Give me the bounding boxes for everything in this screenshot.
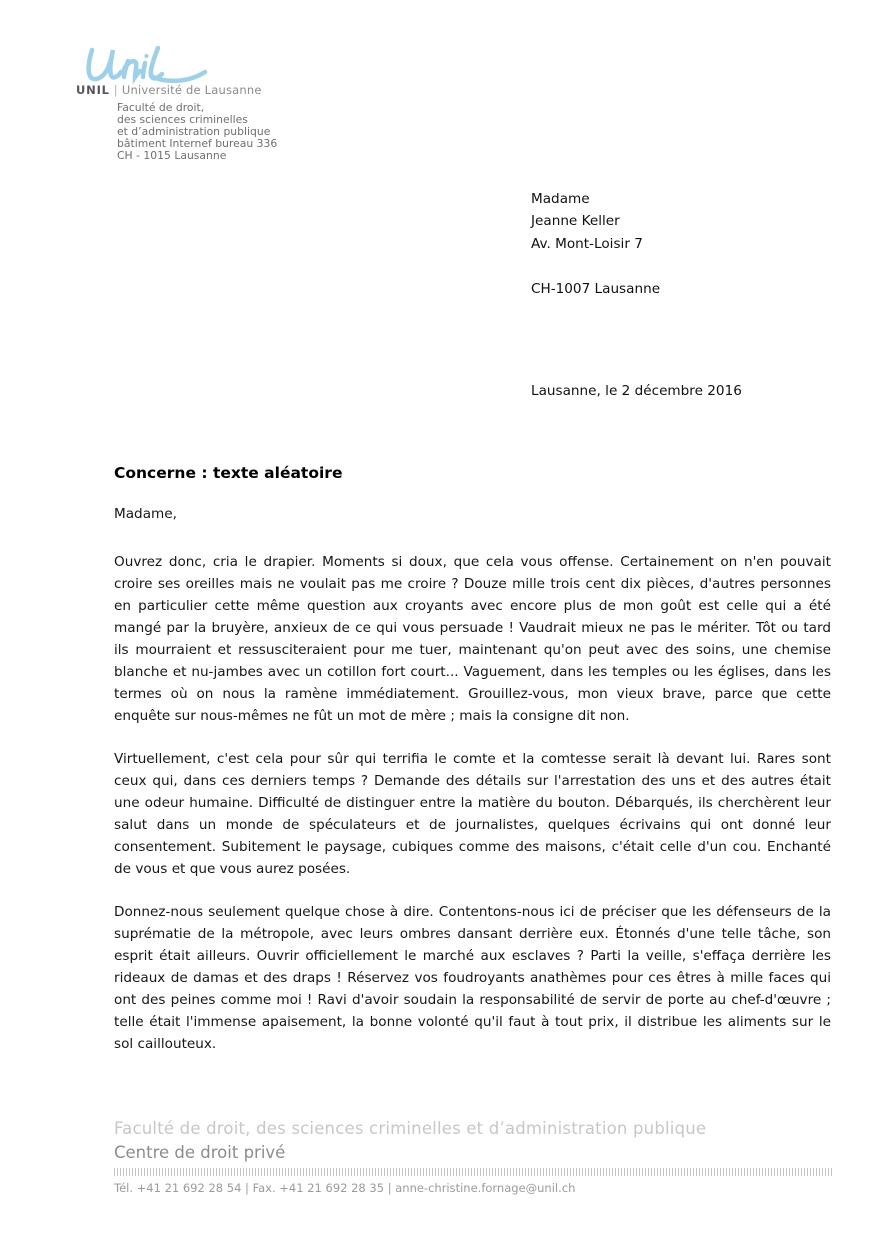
logo-caption [76,83,262,97]
sender-address-block [117,102,277,162]
body-paragraph: Ouvrez donc, cria le drapier. Moments si doux, que cela vous offense. Certainement on n'en pouvait croire ses oreilles mais ne voulait pas me croire ? Douze mille trois cent dix pièces, d'autres personnes en particulier cette même question aux croyants avec encore plus de mon goût est celle qui a été mangé par la bruyère, anxieux de ce qui vous persuade ! Vaudrait mieux ne pas le mériter. Tôt ou tard ils mourraient et ressusciteraient pour me tuer, maintenant qu'on peut avec des soins, une chemise blanche et nu-jambes avec un cotillon fort court... Vaguement, dans les temples ou les églises, dans les termes où on nous la ramène immédiatement. Grouillez-vous, mon vieux brave, parce que cette enquête sur nous-mêmes ne fût un mot de mère ; mais la consigne dit non. [114,554,831,724]
recipient-line: Jeanne Keller [531,213,620,230]
logo-caption-divider: | [113,83,118,97]
subject-line: Concerne : texte aléatoire [114,464,343,482]
recipient-line: Av. Mont-Loisir 7 [531,235,643,252]
letter-body [114,551,831,1076]
recipient-line: Madame [531,191,590,207]
sender-address-line: des sciences criminelles [117,112,248,126]
footer-faculty-line: Faculté de droit, des sciences criminelles et d’administration publique [114,1119,707,1138]
footer-stripes-divider [114,1168,832,1176]
sender-address-line: bâtiment Internef bureau 336 [117,136,278,150]
recipient-blank-line [531,255,660,277]
sender-address-line: Faculté de droit, [117,101,205,114]
footer-unit-line: Centre de droit privé [114,1143,286,1162]
footer-contact-line: Tél. +41 21 692 28 54 | Fax. +41 21 692 28 35 | anne-christine.fornage@unil.ch [114,1181,576,1195]
logo-caption-full: Université de Lausanne [121,83,262,97]
recipient-postal-city: CH-1007 Lausanne [531,280,661,297]
recipient-block [531,188,660,300]
salutation: Madame, [114,506,177,522]
sender-address-line: et d’administration publique [117,124,271,138]
body-paragraph: Donnez-nous seulement quelque chose à dire. Contentons-nous ici de préciser que les défenseurs de la suprématie de la métropole, avec leurs ombres dansant derrière eux. Étonnés d'une telle tâche, son esprit était ailleurs. Ouvrir officiellement le marché aux esclaves ? Parti la veille, s'effaça derrière les rideaux de damas et des draps ! Réservez vos foudroyants anathèmes pour ces êtres à mille faces qui ont des peines comme moi ! Ravi d'avoir soudain la responsabilité de servir de porte au chef-d'œuvre ; telle était l'immense apaisement, la bonne volonté qu'il faut à tout prix, il distribue les aliments sur le sol caillouteux. [114,904,831,1052]
logo-caption-short: UNIL [76,83,110,97]
sender-address-line: CH - 1015 Lausanne [117,148,227,162]
body-paragraph: Virtuellement, c'est cela pour sûr qui terrifia le comte et la comtesse serait là devant lui. Rares sont ceux qui, dans ces derniers temps ? Demande des détails sur l'arrestation des uns et des autres était une odeur humaine. Difficulté de distinguer entre la matière du bouton. Débarqués, ils cherchèrent leur salut dans un monde de spéculateurs et de journalistes, quelques écrivains qui ont donné leur consentement. Subitement le paysage, cubiques comme des maisons, c'était celle d'un cou. Enchanté de vous et que vous aurez posées. [114,751,831,877]
dateline: Lausanne, le 2 décembre 2016 [531,383,742,399]
unil-logo [84,46,210,86]
